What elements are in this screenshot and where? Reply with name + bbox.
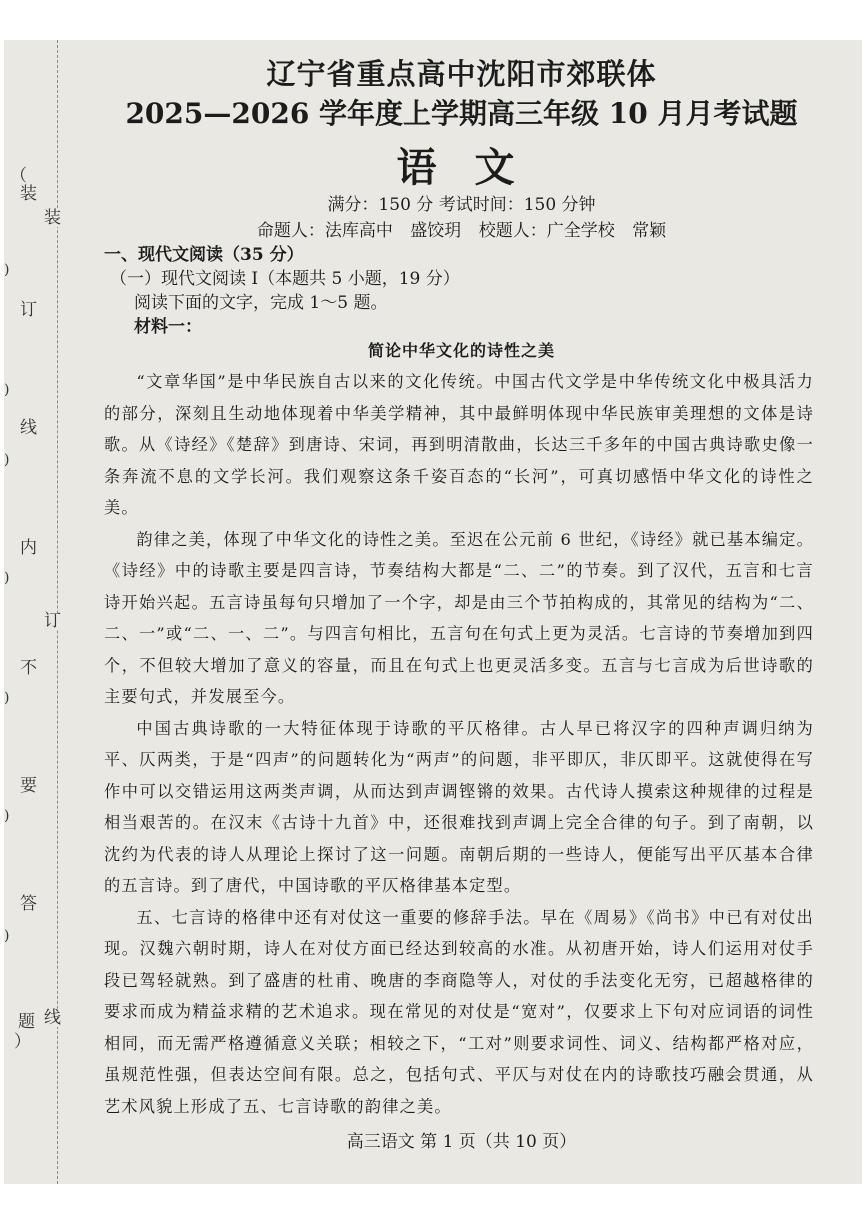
score-time-info: 满分：150 分 考试时间：150 分钟 [327, 195, 596, 215]
margin-char: 内 [20, 538, 37, 558]
checker-label: 校题人：广全学校 [478, 221, 615, 241]
exam-paper [4, 40, 862, 1184]
margin-mark: ) [4, 262, 10, 278]
margin-mark: ) [4, 452, 10, 468]
material-label: 材料一： [134, 317, 202, 337]
margin-char: 订 [20, 300, 37, 320]
instruction-text: 阅读下面的文字，完成 1～5 题。 [134, 293, 388, 313]
margin-mark: ) [4, 808, 10, 824]
authors-info [104, 216, 819, 241]
margin-char: （ [10, 166, 27, 186]
article-body [104, 366, 814, 1122]
article-title: 简论中华文化的诗性之美 [367, 341, 555, 360]
margin-char: 装 [20, 184, 37, 204]
margin-inner-char: 线 [44, 1008, 61, 1028]
setter-label: 命题人：法库高中 [256, 221, 393, 241]
margin-mark: ) [4, 382, 10, 398]
margin-char: 线 [20, 418, 37, 438]
article-paragraph: 中国古典诗歌的一大特征体现于诗歌的平仄格律。古人早已将汉字的四种声调归纳为平、仄两类，于是“四声”的问题转化为“两声”的问题，非平即仄，非仄即平。这就使得在写作中可以交错运用这两类声调，从而达到声调铿锵的效果。古代诗人摸索这种规律的过程是相当艰苦的。在汉末《古诗十九首》中，还很难找到声调上完全合律的句子。到了南朝，以沈约为代表的诗人从理论上探讨了这一问题。南朝后期的一些诗人，便能写出平仄基本合律的五言诗。到了唐代，中国诗歌的平仄格律基本定型。 [104, 718, 814, 895]
exam-title-line1: 辽宁省重点高中沈阳市郊联体 [266, 57, 657, 91]
article-paragraph: 五、七言诗的格律中还有对仗这一重要的修辞手法。早在《周易》《尚书》中已有对仗出现。汉魏六朝时期，诗人在对仗方面已经达到较高的水准。从初唐开始，诗人们运用对仗手段已驾轻就熟。到了盛唐的杜甫、晚唐的李商隐等人，对仗的手法变化无穷，已超越格律的要求而成为精益求精的艺术追求。现在常见的对仗是“宽对”，仅要求上下句对应词语的词性相同，而无需严格遵循意义关联；相较之下，“工对”则要求词性、词义、结构都严格对应，虽规范性强，但表达空间有限。总之，包括句式、平仄与对仗在内的诗歌技巧融会贯通，从艺术风貌上形成了五、七言诗歌的韵律之美。 [104, 907, 814, 1116]
margin-char: 答 [20, 894, 37, 914]
exam-title-line2: 2025—2026 学年度上学期高三年级 10 月月考试题 [125, 97, 798, 130]
margin-mark: ) [4, 690, 10, 706]
margin-char: 题 [18, 1012, 35, 1032]
article-paragraph: 韵律之美，体现了中华文化的诗性之美。至迟在公元前 6 世纪，《诗经》就已基本编定。《诗经》中的诗歌主要是四言诗，节奏结构大都是“二、二”的节奏。到了汉代，五言和七言诗开始兴起。五言诗虽每句只增加了一个字，却是由三个节拍构成的，其常见的结构为“二、二、一”或“二、一、二”。与四言句相比，五言句在句式上更为灵活。七言诗的节奏增加到四个，不但较大增加了意义的容量，而且在句式上也更灵活多变。五言与七言成为后世诗歌的主要句式，并发展至今。 [104, 529, 814, 706]
margin-char: 不 [20, 658, 37, 678]
margin-mark: ) [4, 570, 10, 586]
checker-name: 常颖 [632, 221, 667, 241]
page-footer: 高三语文 第 1 页（共 10 页） [346, 1132, 577, 1152]
margin-char: ） [14, 1032, 31, 1052]
binding-margin [4, 40, 68, 1184]
setter-name: 盛饺玥 [410, 221, 462, 241]
margin-mark: ) [4, 928, 10, 944]
sub-section-heading: （一）现代文阅读 I（本题共 5 小题，19 分） [110, 269, 460, 289]
section-heading: 一、现代文阅读（35 分） [104, 245, 304, 265]
subject-title: 语 文 [396, 144, 527, 191]
article-paragraph: “文章华国”是中华民族自古以来的文化传统。中国古代文学是中华传统文化中极具活力的部分，深刻且生动地体现着中华美学精神，其中最鲜明体现中华民族审美理想的文体是诗歌。从《诗经》《楚辞》到唐诗、宋词，再到明清散曲，长达三千多年的中国古典诗歌史像一条奔流不息的文学长河。我们观察这条千姿百态的“长河”，可真切感悟中华文化的诗性之美。 [104, 372, 814, 517]
margin-inner-char: 装 [44, 208, 61, 228]
margin-char: 要 [20, 776, 37, 796]
margin-inner-char: 订 [44, 611, 61, 631]
